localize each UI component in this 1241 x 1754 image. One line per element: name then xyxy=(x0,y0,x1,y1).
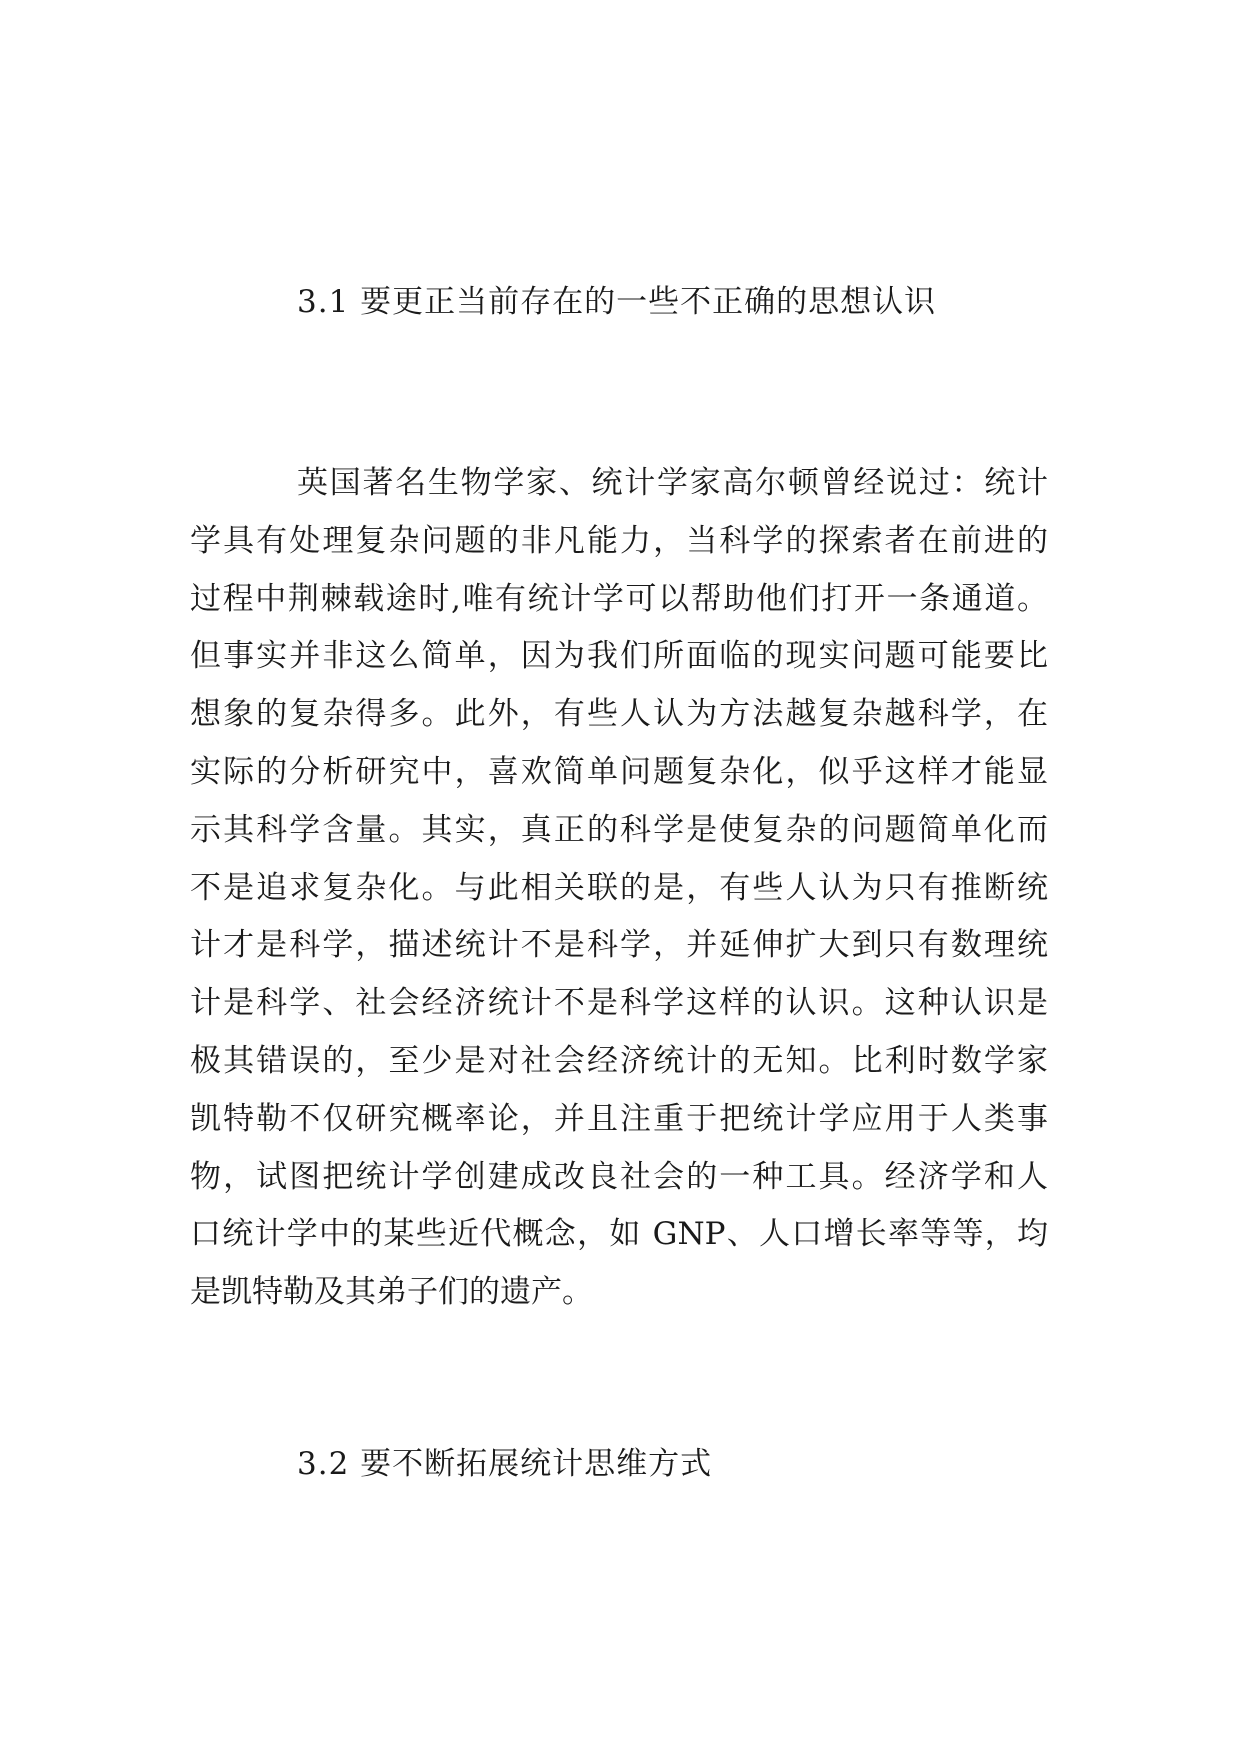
paragraph-line: 但事实并非这么简单，因为我们所面临的现实问题可能要比 xyxy=(190,638,1048,675)
paragraph-line: 凯特勒不仅研究概率论，并且注重于把统计学应用于人类事 xyxy=(190,1100,1048,1137)
paragraph-line: 英国著名生物学家、统计学家高尔顿曾经说过：统计 xyxy=(297,465,1048,501)
section-heading-3-2: 3.2 要不断拓展统计思维方式 xyxy=(297,1446,713,1482)
paragraph-3-1 xyxy=(190,455,1048,1322)
paragraph-line: 过程中荆棘载途时,唯有统计学可以帮助他们打开一条通道。 xyxy=(190,580,1048,617)
paragraph-line: 极其错误的，至少是对社会经济统计的无知。比利时数学家 xyxy=(190,1042,1048,1079)
paragraph-line: 物，试图把统计学创建成改良社会的一种工具。经济学和人 xyxy=(190,1158,1048,1195)
paragraph-line: 实际的分析研究中，喜欢简单问题复杂化，似乎这样才能显 xyxy=(190,753,1048,790)
paragraph-line: 是凯特勒及其弟子们的遗产。 xyxy=(190,1274,593,1311)
paragraph-line: 计才是科学，描述统计不是科学，并延伸扩大到只有数理统 xyxy=(190,927,1048,964)
section-heading-3-1: 3.1 要更正当前存在的一些不正确的思想认识 xyxy=(297,284,937,320)
paragraph-line: 计是科学、社会经济统计不是科学这样的认识。这种认识是 xyxy=(190,985,1048,1022)
paragraph-line: 学具有处理复杂问题的非凡能力，当科学的探索者在前进的 xyxy=(190,522,1048,559)
paragraph-line: 口统计学中的某些近代概念，如 GNP、人口增长率等等，均 xyxy=(190,1216,1048,1253)
paragraph-line: 示其科学含量。其实，真正的科学是使复杂的问题简单化而 xyxy=(190,811,1048,848)
paragraph-line: 想象的复杂得多。此外，有些人认为方法越复杂越科学，在 xyxy=(190,696,1048,733)
paragraph-line: 不是追求复杂化。与此相关联的是，有些人认为只有推断统 xyxy=(190,869,1048,906)
